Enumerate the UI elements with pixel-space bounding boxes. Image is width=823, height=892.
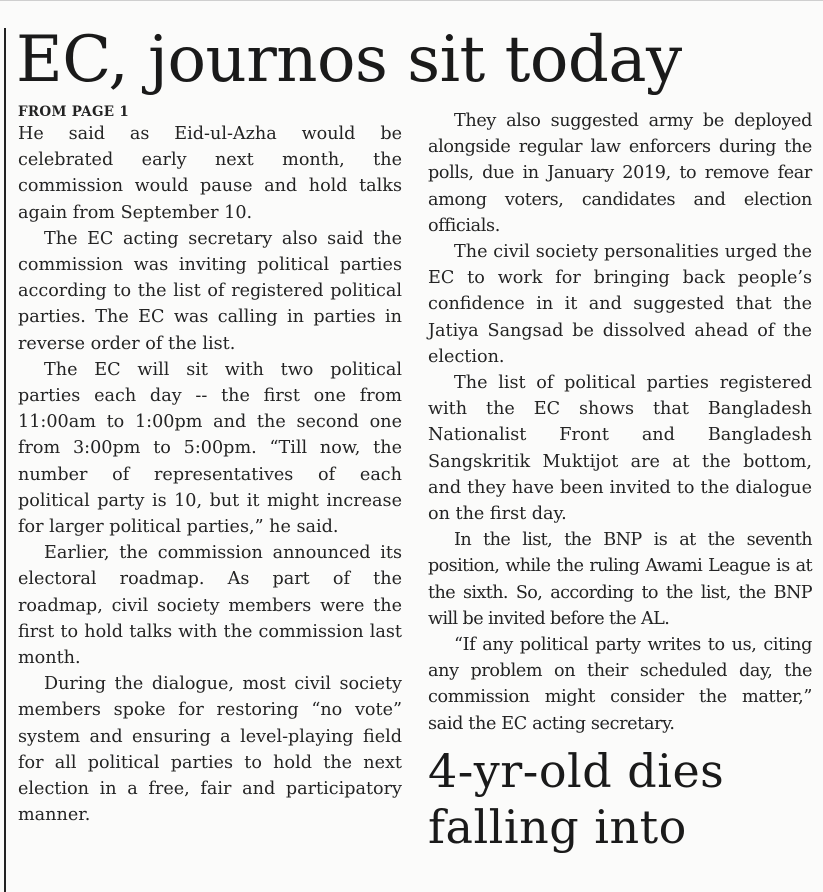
paragraph: “If any political party writes to us, citing any problem on their scheduled day, the commission might consider the matter,” said the EC acting secretary. [428, 635, 812, 734]
right-column [428, 108, 812, 855]
paragraph: The list of political parties registered with the EC shows that Bangladesh Nationalist Front and Bangladesh Sangskritik Muktijot are at the bottom, and they have been invited to the dialogue on the first day. [428, 373, 812, 525]
from-page-label: FROM PAGE 1 [18, 104, 130, 120]
paragraph: The EC acting secretary also said the commission was inviting political parties according to the list of registered political parties. The EC was calling in parties in reverse order of the list. [18, 228, 402, 354]
paragraph: He said as Eid-ul-Azha would be celebrated early next month, the commission would pause and hold talks again from September 10. [18, 124, 402, 223]
second-headline: 4-yr-old dies falling into [428, 743, 725, 854]
paragraph: In the list, the BNP is at the seventh position, while the ruling Awami League is at the sixth. So, according to the list, the BNP will be invited before the AL. [428, 530, 812, 629]
paragraph: They also suggested army be deployed alongside regular law enforcers during the polls, due in January 2019, to remove fear among voters, candidates and election officials. [428, 111, 812, 236]
paragraph: The civil society personalities urged the EC to work for bringing back people’s confidence in it and suggested that the Jatiya Sangsad be dissolved ahead of the election. [428, 242, 812, 367]
paragraph: During the dialogue, most civil society members spoke for restoring “no vote” system and ensuring a level-playing field for all political parties to hold the next election in a free, fair and participatory manner. [18, 674, 402, 826]
paragraph: The EC will sit with two political parties each day -- the first one from 11:00am to 1:00pm and the second one from 3:00pm to 5:00pm. “Till now, the number of representatives of each political party is 10, but it might increase for larger political parties,” he said. [18, 359, 402, 538]
left-column [18, 104, 402, 828]
headline: EC, journos sit today [16, 23, 682, 97]
paragraph: Earlier, the commission announced its electoral roadmap. As part of the roadmap, civil society members were the first to hold talks with the commission last month. [18, 543, 402, 669]
left-column-rule [4, 28, 6, 892]
top-rule [0, 0, 823, 1]
